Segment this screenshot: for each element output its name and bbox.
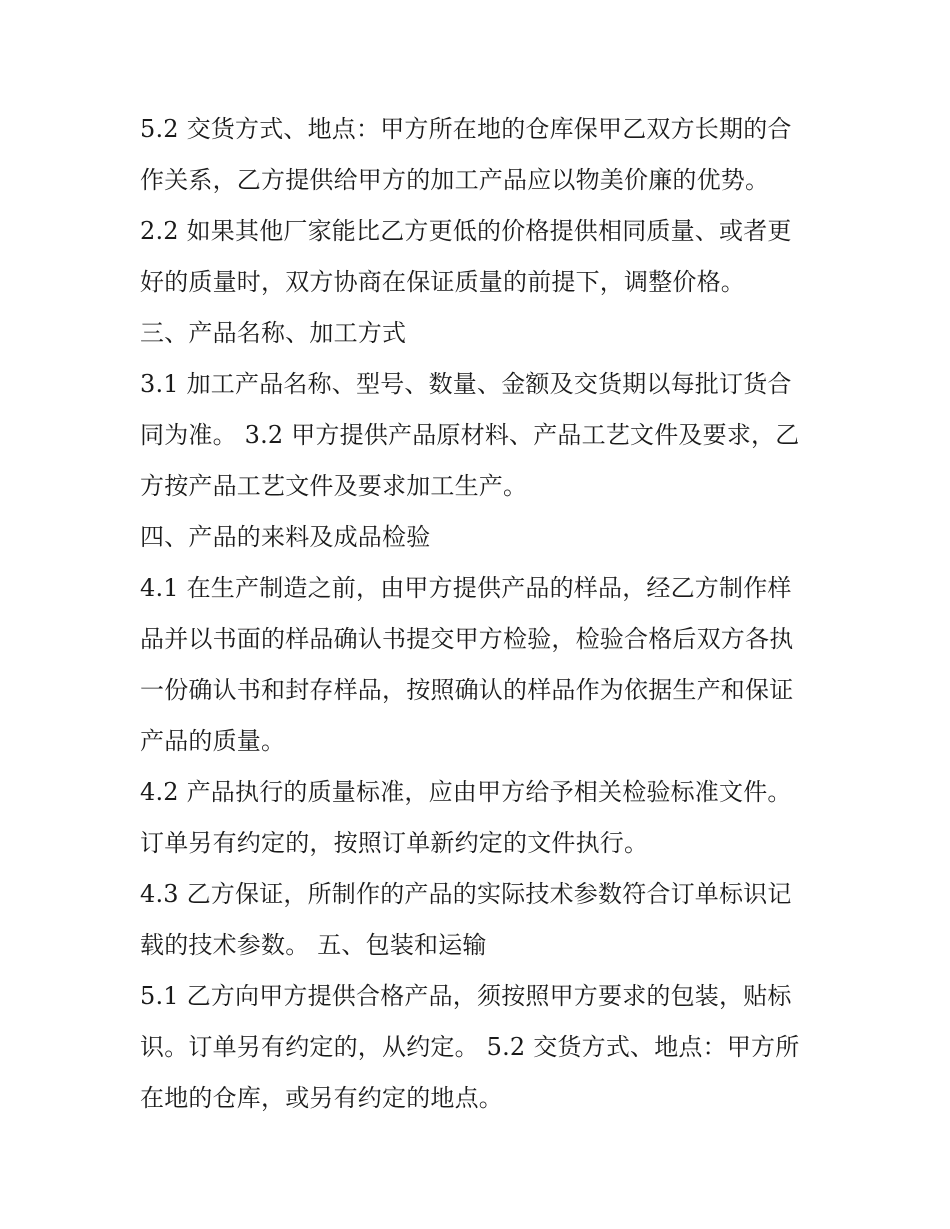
document-body bbox=[140, 104, 820, 1124]
text-line: 4.1 在生产制造之前，由甲方提供产品的样品，经乙方制作样 bbox=[140, 574, 792, 602]
text-line: 载的技术参数。 五、包装和运输 bbox=[140, 931, 487, 959]
text-line: 方按产品工艺文件及要求加工生产。 bbox=[140, 472, 528, 500]
text-line: 订单另有约定的，按照订单新约定的文件执行。 bbox=[140, 829, 649, 857]
text-line: 同为准。 3.2 甲方提供产品原材料、产品工艺文件及要求，乙 bbox=[140, 421, 800, 449]
text-line: 产品的质量。 bbox=[140, 727, 286, 755]
text-line: 在地的仓库，或另有约定的地点。 bbox=[140, 1084, 503, 1112]
text-line: 作关系，乙方提供给甲方的加工产品应以物美价廉的优势。 bbox=[140, 166, 770, 194]
text-line: 识。订单另有约定的，从约定。 5.2 交货方式、地点：甲方所 bbox=[140, 1033, 800, 1061]
section-heading: 四、产品的来料及成品检验 bbox=[140, 523, 431, 551]
text-line: 一份确认书和封存样品，按照确认的样品作为依据生产和保证 bbox=[140, 676, 794, 704]
text-line: 5.1 乙方向甲方提供合格产品，须按照甲方要求的包装，贴标 bbox=[140, 982, 792, 1010]
text-line: 5.2 交货方式、地点：甲方所在地的仓库保甲乙双方长期的合 bbox=[140, 115, 792, 143]
text-line: 2.2 如果其他厂家能比乙方更低的价格提供相同质量、或者更 bbox=[140, 217, 792, 245]
text-line: 3.1 加工产品名称、型号、数量、金额及交货期以每批订货合 bbox=[140, 370, 792, 398]
section-heading: 三、产品名称、加工方式 bbox=[140, 319, 407, 347]
text-line: 好的质量时，双方协商在保证质量的前提下，调整价格。 bbox=[140, 268, 745, 296]
text-line: 品并以书面的样品确认书提交甲方检验，检验合格后双方各执 bbox=[140, 625, 794, 653]
text-line: 4.3 乙方保证，所制作的产品的实际技术参数符合订单标识记 bbox=[140, 880, 792, 908]
text-line: 4.2 产品执行的质量标准，应由甲方给予相关检验标准文件。 bbox=[140, 778, 792, 806]
